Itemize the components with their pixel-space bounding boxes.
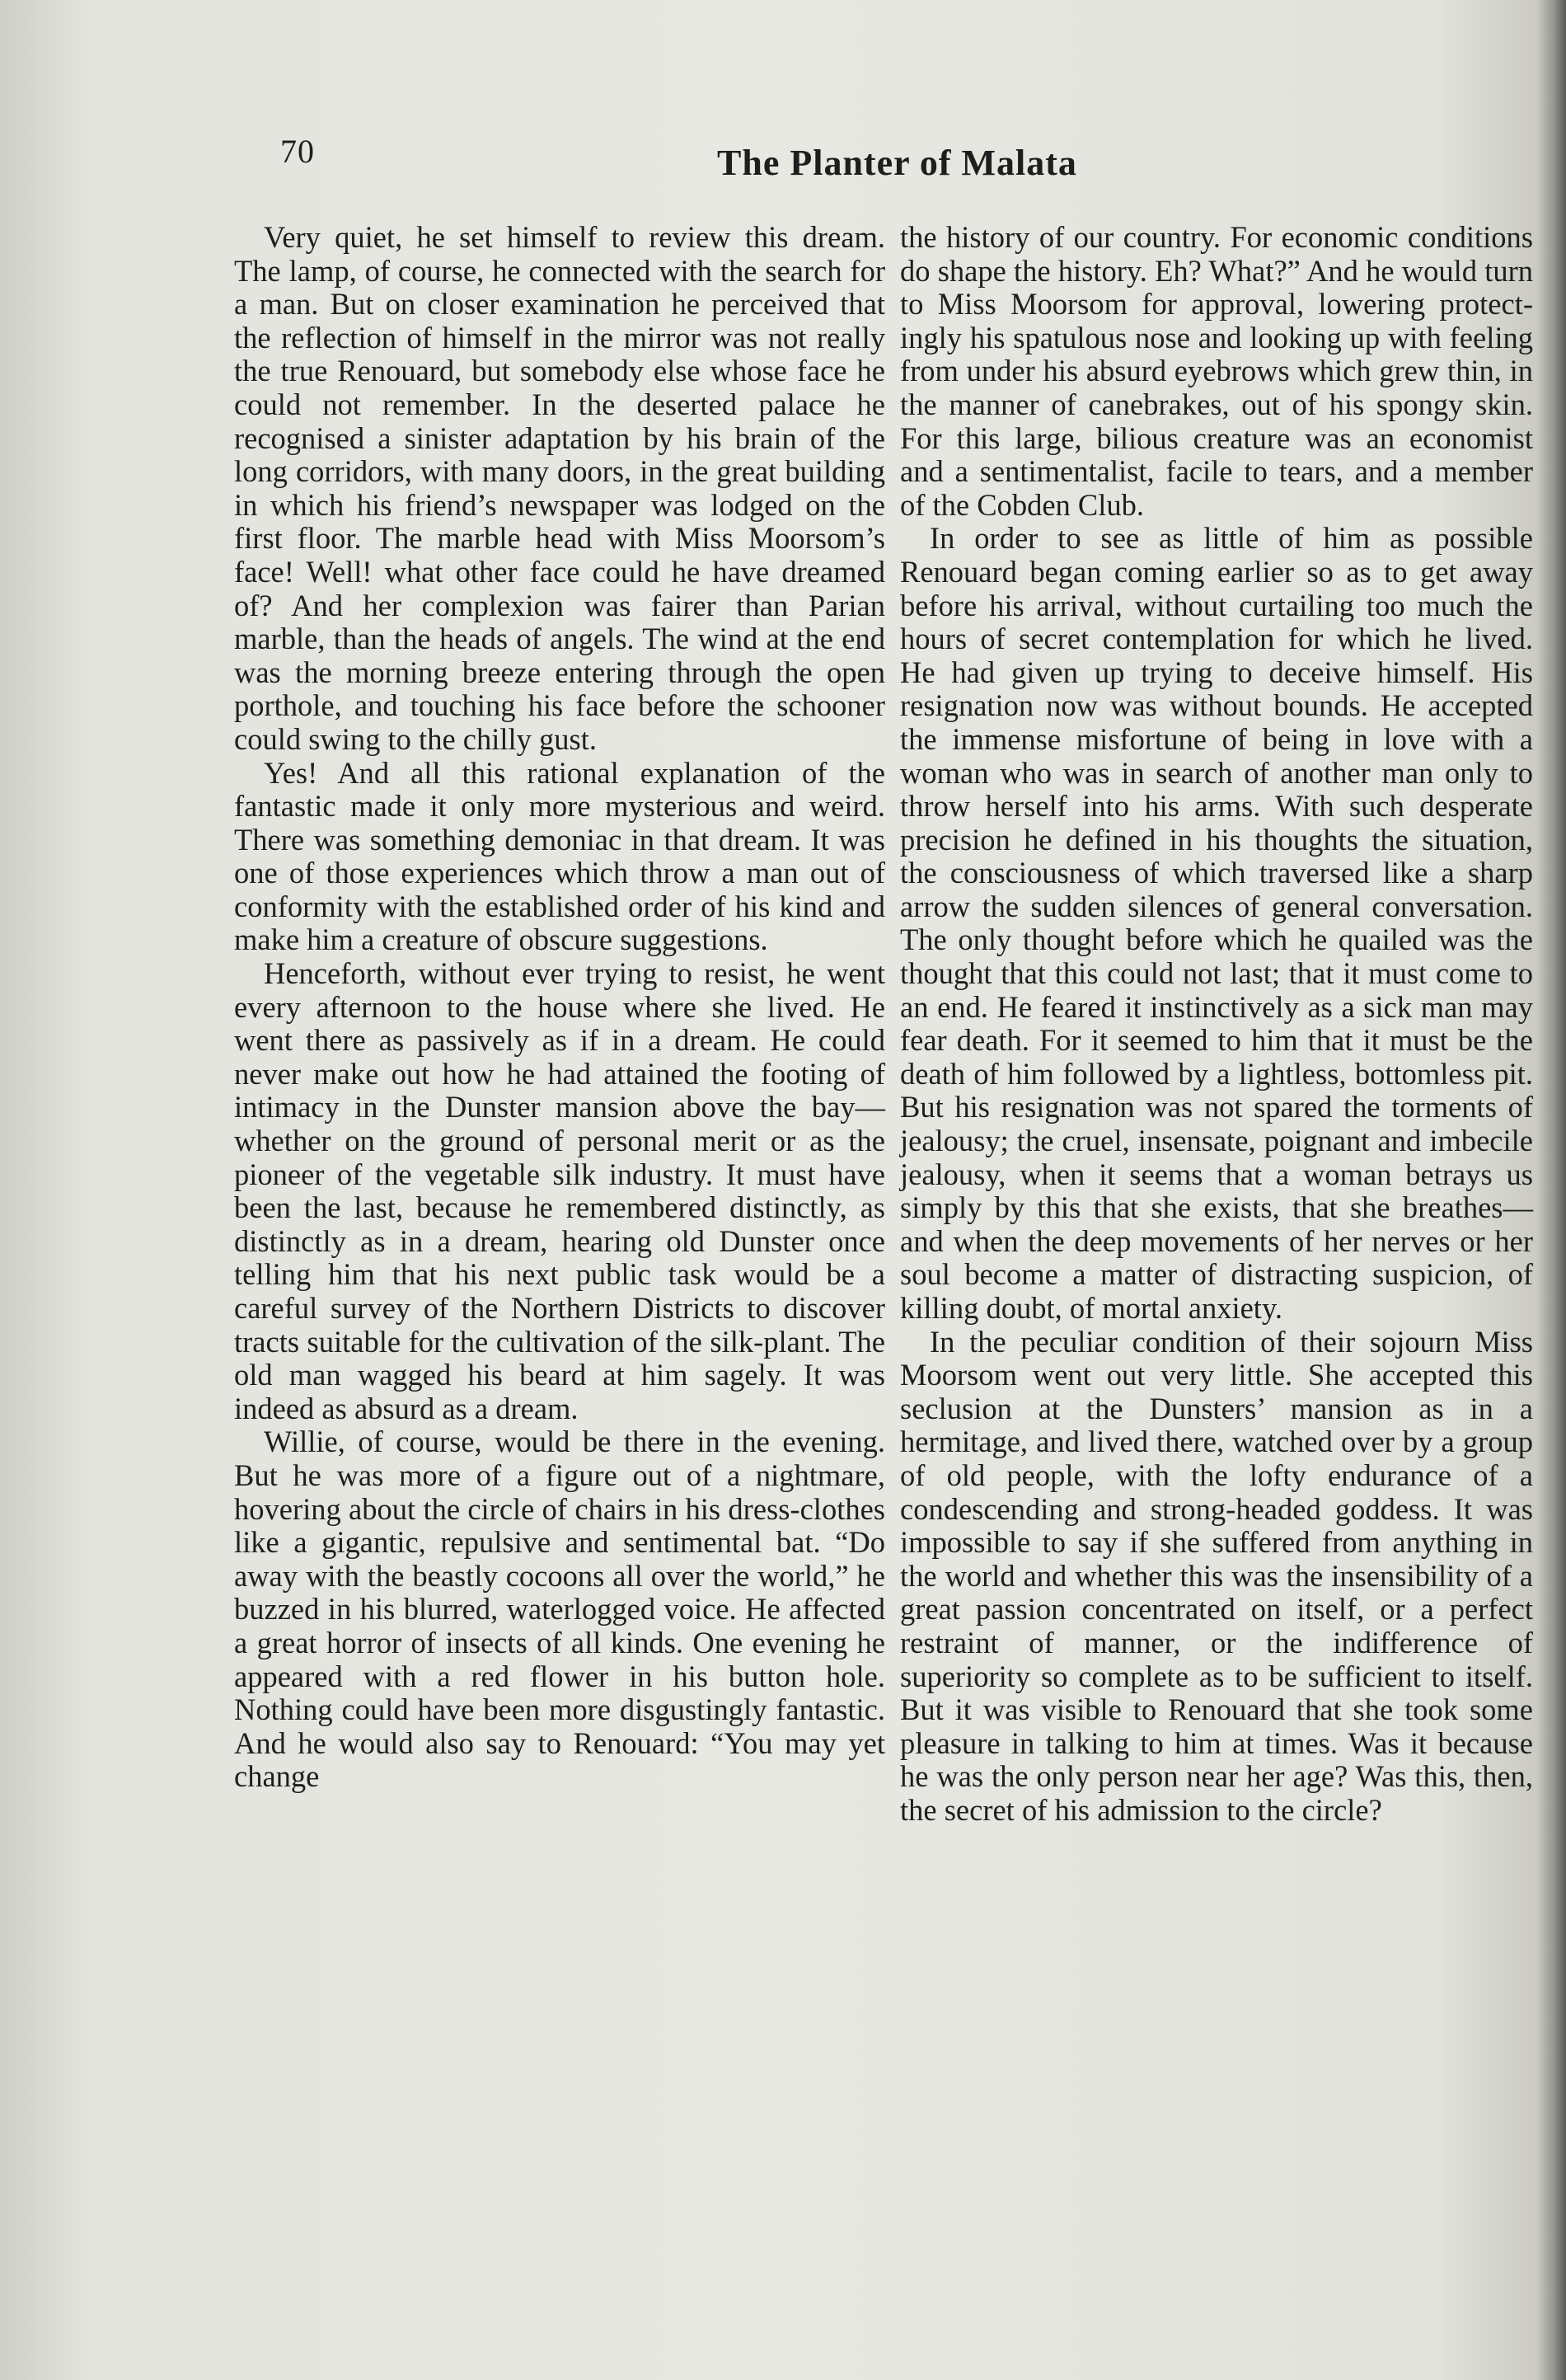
paragraph: In order to see as little of him as possible Renouard began coming earlier so as to get away before his arrival, without curtailing too much the hours of secret contemplation for which he lived. He had given up trying to deceive himself. His resignation now was without bounds. He accepted the immense misfortune of being in love with a woman who was in search of another man only to throw herself into his arms. With such desperate precision he defined in his thoughts the situation, the consciousness of which traversed like a sharp arrow the sudden silences of general conversation. The only thought before which he quailed was the thought that this could not last; that it must come to an end. He feared it instinctively as a sick man may fear death. For it seemed to him that it must be the death of him followed by a lightless, bottomless pit. But his resignation was not spared the torments of jealousy; the cruel, insensate, poignant and imbecile jealousy, when it seems that a woman betrays us simply by this that she exists, that she breathes—and when the deep movements of her nerves or her soul become a matter of distracting suspicion, of killing doubt, of mortal anxiety.: [900, 521, 1533, 1325]
paragraph: Very quiet, he set himself to review this dream. The lamp, of course, he connected with the search for a man. But on closer examination he perceived that the reflection of himself in the mirror was not really the true Renouard, but somebody else whose face he could not remember. In the deserted palace he recognised a sinister adaptation by his brain of the long corridors, with many doors, in the great building in which his friend’s newspaper was lodged on the first floor. The marble head with Miss Moorsom’s face! Well! what other face could he have dreamed of? And her complexion was fairer than Parian marble, than the heads of angels. The wind at the end was the morning breeze entering through the open porthole, and touching his face before the schooner could swing to the chilly gust.: [234, 220, 885, 756]
paragraph: Henceforth, without ever trying to resist, he went every afternoon to the house where she lived. He went there as passively as if in a dream. He could never make out how he had attained the footing of intimacy in the Dunster mansion above the bay—whether on the ground of personal merit or as the pioneer of the vegetable silk industry. It must have been the last, because he remembered distinctly, as distinctly as in a dream, hearing old Dunster once telling him that his next public task would be a careful survey of the Northern Districts to discover tracts suitable for the cultivation of the silk-plant. The old man wagged his beard at him sagely. It was indeed as absurd as a dream.: [234, 956, 885, 1425]
page-number: 70: [280, 133, 315, 170]
right-column: [900, 221, 1533, 1828]
left-column: [234, 221, 885, 1794]
paragraph: In the peculiar condition of their sojourn Miss Moorsom went out very little. She accepted this seclusion at the Dunsters’ mansion as in a hermitage, and lived there, watched over by a group of old people, with the lofty endurance of a condescending and strong-headed goddess. It was impossible to say if she suffered from anything in the world and whether this was the insensibility of a great passion concentrated on itself, or a perfect restraint of manner, or the indifference of superiority so complete as to be sufficient to itself. But it was visible to Renouard that she took some pleasure in talking to him at times. Was it because he was the only person near her age? Was this, then, the secret of his admission to the circle?: [900, 1324, 1533, 1827]
running-title: The Planter of Malata: [717, 143, 1077, 183]
paragraph: Willie, of course, would be there in the evening. But he was more of a figure out of a nightmare, hovering about the circle of chairs in his dress-clothes like a gigantic, repulsive and sentimental bat. “Do away with the beastly cocoons all over the world,” he buzzed in his blurred, waterlogged voice. He affected a great horror of insects of all kinds. One evening he appeared with a red flower in his button hole. Nothing could have been more disgustingly fantastic. And he would also say to Renouard: “You may yet change: [234, 1425, 885, 1794]
paragraph: the history of our country. For economic conditions do shape the history. Eh? What?” And he would turn to Miss Moorsom for approval, lowering protectingly his spatulous nose and looking up with feeling from under his absurd eyebrows which grew thin, in the manner of canebrakes, out of his spongy skin. For this large, bilious creature was an economist and a sentimentalist, facile to tears, and a member of the Cobden Club.: [900, 220, 1533, 522]
page-edge-shadow: [1536, 0, 1566, 2380]
paragraph: Yes! And all this rational explanation of the fantastic made it only more mysterious and weird. There was something demoniac in that dream. It was one of those experiences which throw a man out of conformity with the established order of his kind and make him a creature of obscure suggestions.: [234, 755, 885, 957]
